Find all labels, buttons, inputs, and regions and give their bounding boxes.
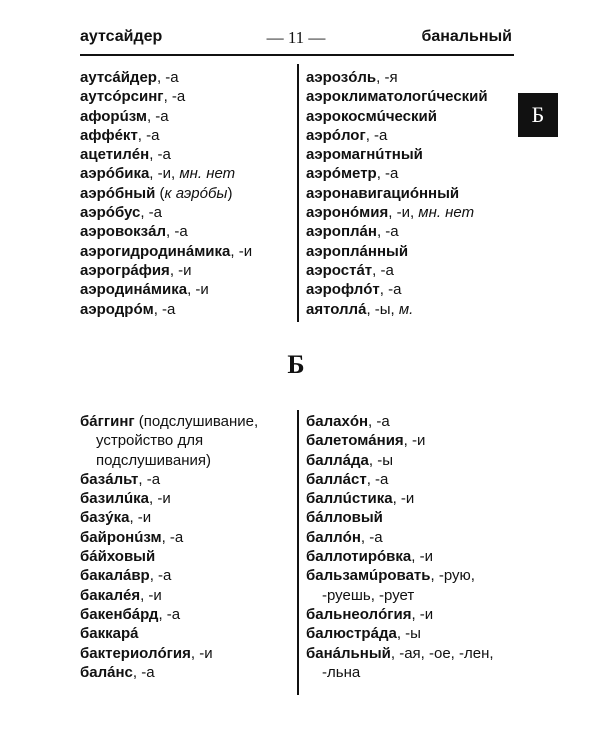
- dictionary-entry: [80, 280, 252, 299]
- grammar-note: , -ая, -ое, -лен,: [390, 644, 494, 662]
- headword: аэрóбный: [80, 184, 156, 202]
- headword: баллúстика: [306, 490, 393, 508]
- dictionary-entry: [306, 164, 488, 183]
- headword: аэрóлог: [306, 126, 366, 144]
- page-header: [80, 26, 512, 52]
- headword: афорúзм: [80, 107, 147, 125]
- headword: бáлловый: [306, 509, 383, 527]
- dictionary-entry: [306, 586, 494, 605]
- headword: аутсáйдер: [80, 69, 157, 86]
- dictionary-entry: [306, 107, 488, 126]
- headword: бакалéя: [80, 586, 141, 604]
- dictionary-entry: [80, 68, 252, 87]
- headword: аэровокзáл: [80, 223, 166, 241]
- dictionary-entry: [306, 68, 488, 87]
- grammar-note: , -а: [376, 165, 399, 183]
- bottom-column-divider: [297, 410, 299, 695]
- dictionary-entry: [306, 508, 494, 527]
- headword: аэрозóль: [306, 69, 377, 86]
- grammar-note: , -и: [129, 509, 152, 527]
- bottom-right-column: [306, 412, 494, 682]
- dictionary-entry: [80, 528, 258, 547]
- dictionary-entry: [80, 87, 252, 106]
- dictionary-entry: [80, 547, 258, 566]
- dictionary-entry: [80, 412, 258, 431]
- headword: балетомáния: [306, 432, 404, 450]
- grammar-note: , -и: [169, 261, 192, 279]
- dictionary-entry: [306, 566, 494, 585]
- dictionary-entry: [306, 624, 494, 643]
- page-number: — 11 —: [266, 28, 326, 47]
- grammar-note: , -а: [161, 528, 184, 546]
- dictionary-entry: [306, 242, 488, 261]
- dictionary-entry: [80, 470, 258, 489]
- headword: балáнс: [80, 663, 133, 681]
- top-column-divider: [297, 64, 299, 322]
- headword: аэростáт: [306, 261, 373, 279]
- dictionary-entry: [306, 184, 488, 203]
- usage-note: м.: [398, 300, 414, 318]
- dictionary-entry: [306, 203, 488, 222]
- dictionary-entry: [80, 261, 252, 280]
- headword: байронúзм: [80, 528, 162, 546]
- grammar-note: подслушивания): [96, 451, 211, 469]
- grammar-note: -льна: [322, 663, 361, 681]
- headword: аэрофлóт: [306, 281, 380, 299]
- headword: баллáст: [306, 470, 367, 488]
- dictionary-entry: [306, 431, 494, 450]
- grammar-note: , -а: [149, 567, 172, 585]
- grammar-note: , -а: [140, 204, 163, 222]
- grammar-note: , -ы: [396, 625, 421, 643]
- headword: бальзамúровать: [306, 567, 431, 585]
- headword: бальнеолóгия: [306, 605, 412, 623]
- grammar-note: , -а: [146, 107, 169, 125]
- grammar-note: , -и: [149, 490, 171, 508]
- dictionary-entry: [80, 605, 258, 624]
- headword: бáйховый: [80, 548, 156, 566]
- dictionary-entry: [80, 624, 258, 643]
- dictionary-entry: [80, 566, 258, 585]
- dictionary-entry: [80, 300, 252, 319]
- headword: аятоллá: [306, 300, 367, 318]
- grammar-note: , -а: [368, 413, 390, 430]
- top-right-column: [306, 68, 488, 319]
- headword: балюстрáда: [306, 625, 397, 643]
- header-rule: [80, 54, 514, 56]
- header-left-word: аутсайдер: [80, 28, 163, 45]
- dictionary-entry: [80, 644, 258, 663]
- headword: аэроплáн: [306, 223, 377, 241]
- grammar-note: , -а: [156, 69, 179, 86]
- grammar-note: , -и,: [149, 165, 180, 183]
- dictionary-entry: [80, 222, 252, 241]
- dictionary-entry: [306, 605, 494, 624]
- headword: аэрокосмúческий: [306, 107, 437, 125]
- grammar-note: , -и: [187, 281, 209, 299]
- headword: аэромагнúтный: [306, 146, 423, 164]
- headword: аэронавигациóнный: [306, 184, 460, 202]
- grammar-note: (подслушивание,: [134, 413, 259, 430]
- grammar-note: , -а: [366, 470, 389, 488]
- grammar-note: , -и: [140, 586, 162, 604]
- dictionary-entry: [80, 451, 258, 470]
- dictionary-entry: [306, 261, 488, 280]
- headword: ацетилéн: [80, 146, 150, 164]
- dictionary-entry: [80, 242, 252, 261]
- headword: бакалáвр: [80, 567, 150, 585]
- grammar-note: , -и: [190, 644, 213, 662]
- grammar-note: , -а: [360, 528, 383, 546]
- headword: аффéкт: [80, 126, 138, 144]
- usage-note: мн. нет: [179, 165, 236, 183]
- headword: балахóн: [306, 413, 369, 430]
- dictionary-entry: [306, 126, 488, 145]
- grammar-note: , -я: [376, 69, 398, 86]
- dictionary-entry: [306, 528, 494, 547]
- dictionary-entry: [306, 145, 488, 164]
- headword: бакенбáрд: [80, 605, 159, 623]
- dictionary-entry: [80, 203, 252, 222]
- grammar-note: , -а: [132, 663, 155, 681]
- grammar-note: , -а: [163, 88, 186, 106]
- dictionary-entry: [306, 547, 494, 566]
- header-right-word: банальный: [421, 28, 512, 45]
- section-letter-heading: Б: [287, 350, 305, 379]
- dictionary-entry: [80, 126, 252, 145]
- grammar-note: , -а: [149, 146, 171, 164]
- grammar-note: , -а: [379, 281, 402, 299]
- grammar-note: , -и,: [388, 204, 419, 222]
- headword: базáльт: [80, 470, 139, 488]
- dictionary-entry: [80, 184, 252, 203]
- headword: аэрóбика: [80, 165, 150, 183]
- dictionary-entry: [306, 663, 494, 682]
- grammar-note-tail: ): [227, 184, 233, 202]
- grammar-note: -руешь, -рует: [322, 586, 415, 604]
- dictionary-entry: [80, 107, 252, 126]
- headword: базýка: [80, 509, 130, 527]
- grammar-note: , -и: [403, 432, 426, 450]
- dictionary-entry: [80, 164, 252, 183]
- grammar-note: , -а: [158, 605, 181, 623]
- dictionary-entry: [80, 145, 252, 164]
- grammar-note: , -и: [230, 242, 253, 260]
- dictionary-entry: [80, 508, 258, 527]
- headword: аэродинáмика: [80, 281, 188, 299]
- dictionary-entry: [80, 431, 258, 450]
- dictionary-entry: [306, 87, 488, 106]
- headword: аэрогидродинáмика: [80, 242, 231, 260]
- grammar-note: , -а: [365, 126, 388, 144]
- grammar-note: , -а: [376, 223, 399, 241]
- headword: аэродрóм: [80, 300, 154, 318]
- headword: баллотирóвка: [306, 548, 412, 566]
- dictionary-entry: [80, 489, 258, 508]
- grammar-note: , -и: [411, 548, 433, 566]
- grammar-note: , -рую,: [430, 567, 475, 585]
- headword: аутсóрсинг: [80, 88, 164, 106]
- dictionary-entry: [80, 586, 258, 605]
- headword: баккарá: [80, 625, 139, 643]
- headword: аэроклиматологúческий: [306, 88, 488, 106]
- headword: бактериолóгия: [80, 644, 191, 662]
- grammar-note: , -а: [372, 261, 394, 279]
- dictionary-entry: [306, 489, 494, 508]
- grammar-note: , -а: [137, 126, 160, 144]
- grammar-note: , -и: [411, 605, 434, 623]
- grammar-note: , -а: [153, 300, 176, 318]
- dictionary-entry: [306, 222, 488, 241]
- grammar-note: , -а: [138, 470, 161, 488]
- headword: базилúка: [80, 490, 150, 508]
- dictionary-entry: [306, 300, 488, 319]
- headword: аэроплáнный: [306, 242, 409, 260]
- dictionary-entry: [80, 663, 258, 682]
- dictionary-entry: [306, 470, 494, 489]
- grammar-note: , -и: [392, 490, 415, 508]
- grammar-note: (: [155, 184, 165, 202]
- headword: баллáда: [306, 451, 369, 469]
- headword: аэрóметр: [306, 165, 377, 183]
- headword: аэронóмия: [306, 204, 389, 222]
- grammar-note: , -ы,: [366, 300, 399, 318]
- dictionary-entry: [306, 280, 488, 299]
- dictionary-entry: [306, 644, 494, 663]
- grammar-note: устройство для: [96, 432, 204, 450]
- headword: бáггинг: [80, 413, 135, 430]
- dictionary-entry: [306, 451, 494, 470]
- grammar-note: , -а: [165, 223, 188, 241]
- top-left-column: [80, 68, 252, 319]
- alphabet-tab: Б: [518, 93, 558, 137]
- dictionary-entry: [306, 412, 494, 431]
- usage-note: к аэрóбы: [164, 184, 228, 202]
- usage-note: мн. нет: [418, 204, 475, 222]
- bottom-left-column: [80, 412, 258, 682]
- headword: банáльный: [306, 644, 391, 662]
- grammar-note: , -ы: [368, 451, 393, 469]
- headword: аэрогрáфия: [80, 261, 170, 279]
- headword: аэрóбус: [80, 204, 141, 222]
- headword: баллóн: [306, 528, 361, 546]
